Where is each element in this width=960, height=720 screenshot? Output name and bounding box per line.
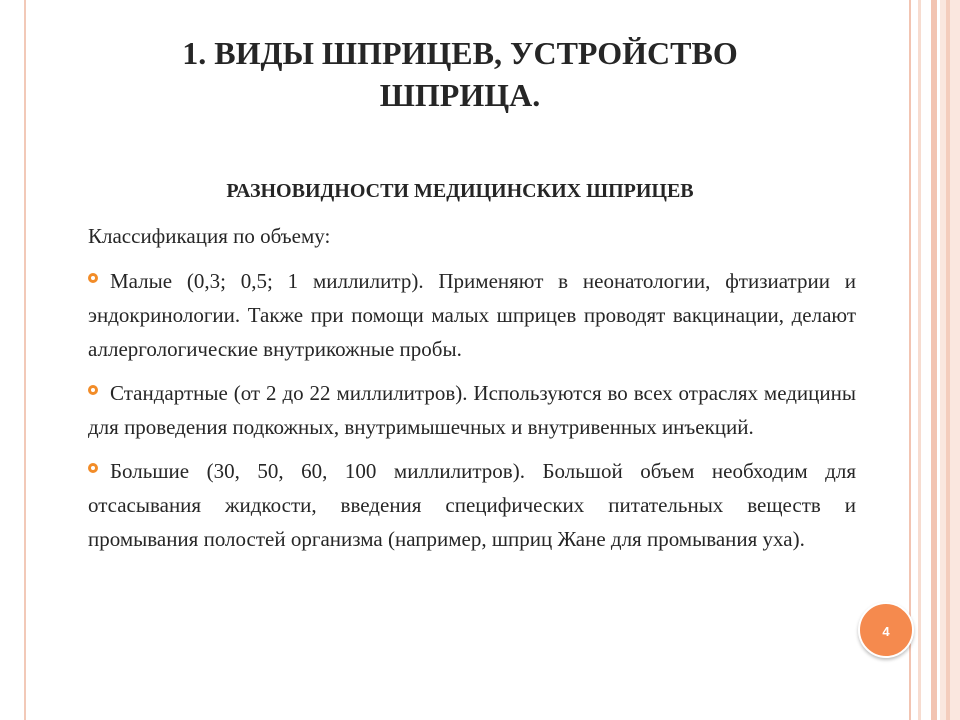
bullet-item-small [88,264,856,366]
circle-bullet-icon [88,273,98,283]
bullet-text: Малые (0,3; 0,5; 1 миллилитр). Применяют в неонатологии, фтизиатрии и эндокринологии. Также при помощи малых шприцев проводят вакцинации, делают аллергологические внутрикожные пробы. [88,269,856,361]
circle-bullet-icon [88,385,98,395]
bullet-item-standard [88,376,856,444]
bullet-text: Большие (30, 50, 60, 100 миллилитров). Большой объем необходим для отсасывания жидкости, введения специфических питательных веществ и промывания полостей организма (например, шприц Жане для промывания уха). [88,459,856,551]
circle-bullet-icon [88,463,98,473]
border-stripe [909,0,911,720]
border-stripe [931,0,937,720]
right-decor-border [909,0,960,720]
border-stripe [918,0,921,720]
border-stripe [946,0,950,720]
page-number-badge: 4 [858,602,914,658]
intro-text: Классификация по объему: [88,224,331,248]
bullet-item-large [88,454,856,556]
slide-subtitle: РАЗНОВИДНОСТИ МЕДИЦИНСКИХ ШПРИЦЕВ [226,180,694,202]
bullet-text: Стандартные (от 2 до 22 миллилитров). Используются во всех отраслях медицины для проведения подкожных, внутримышечных и внутривенных инъекций. [88,381,856,439]
slide-title [100,32,820,116]
bullet-list [88,264,856,566]
title-line-2: ШПРИЦА. [379,77,541,113]
left-decor-rule [24,0,26,720]
border-stripe [940,0,960,720]
title-line-1: 1. ВИДЫ ШПРИЦЕВ, УСТРОЙСТВО [182,35,738,71]
